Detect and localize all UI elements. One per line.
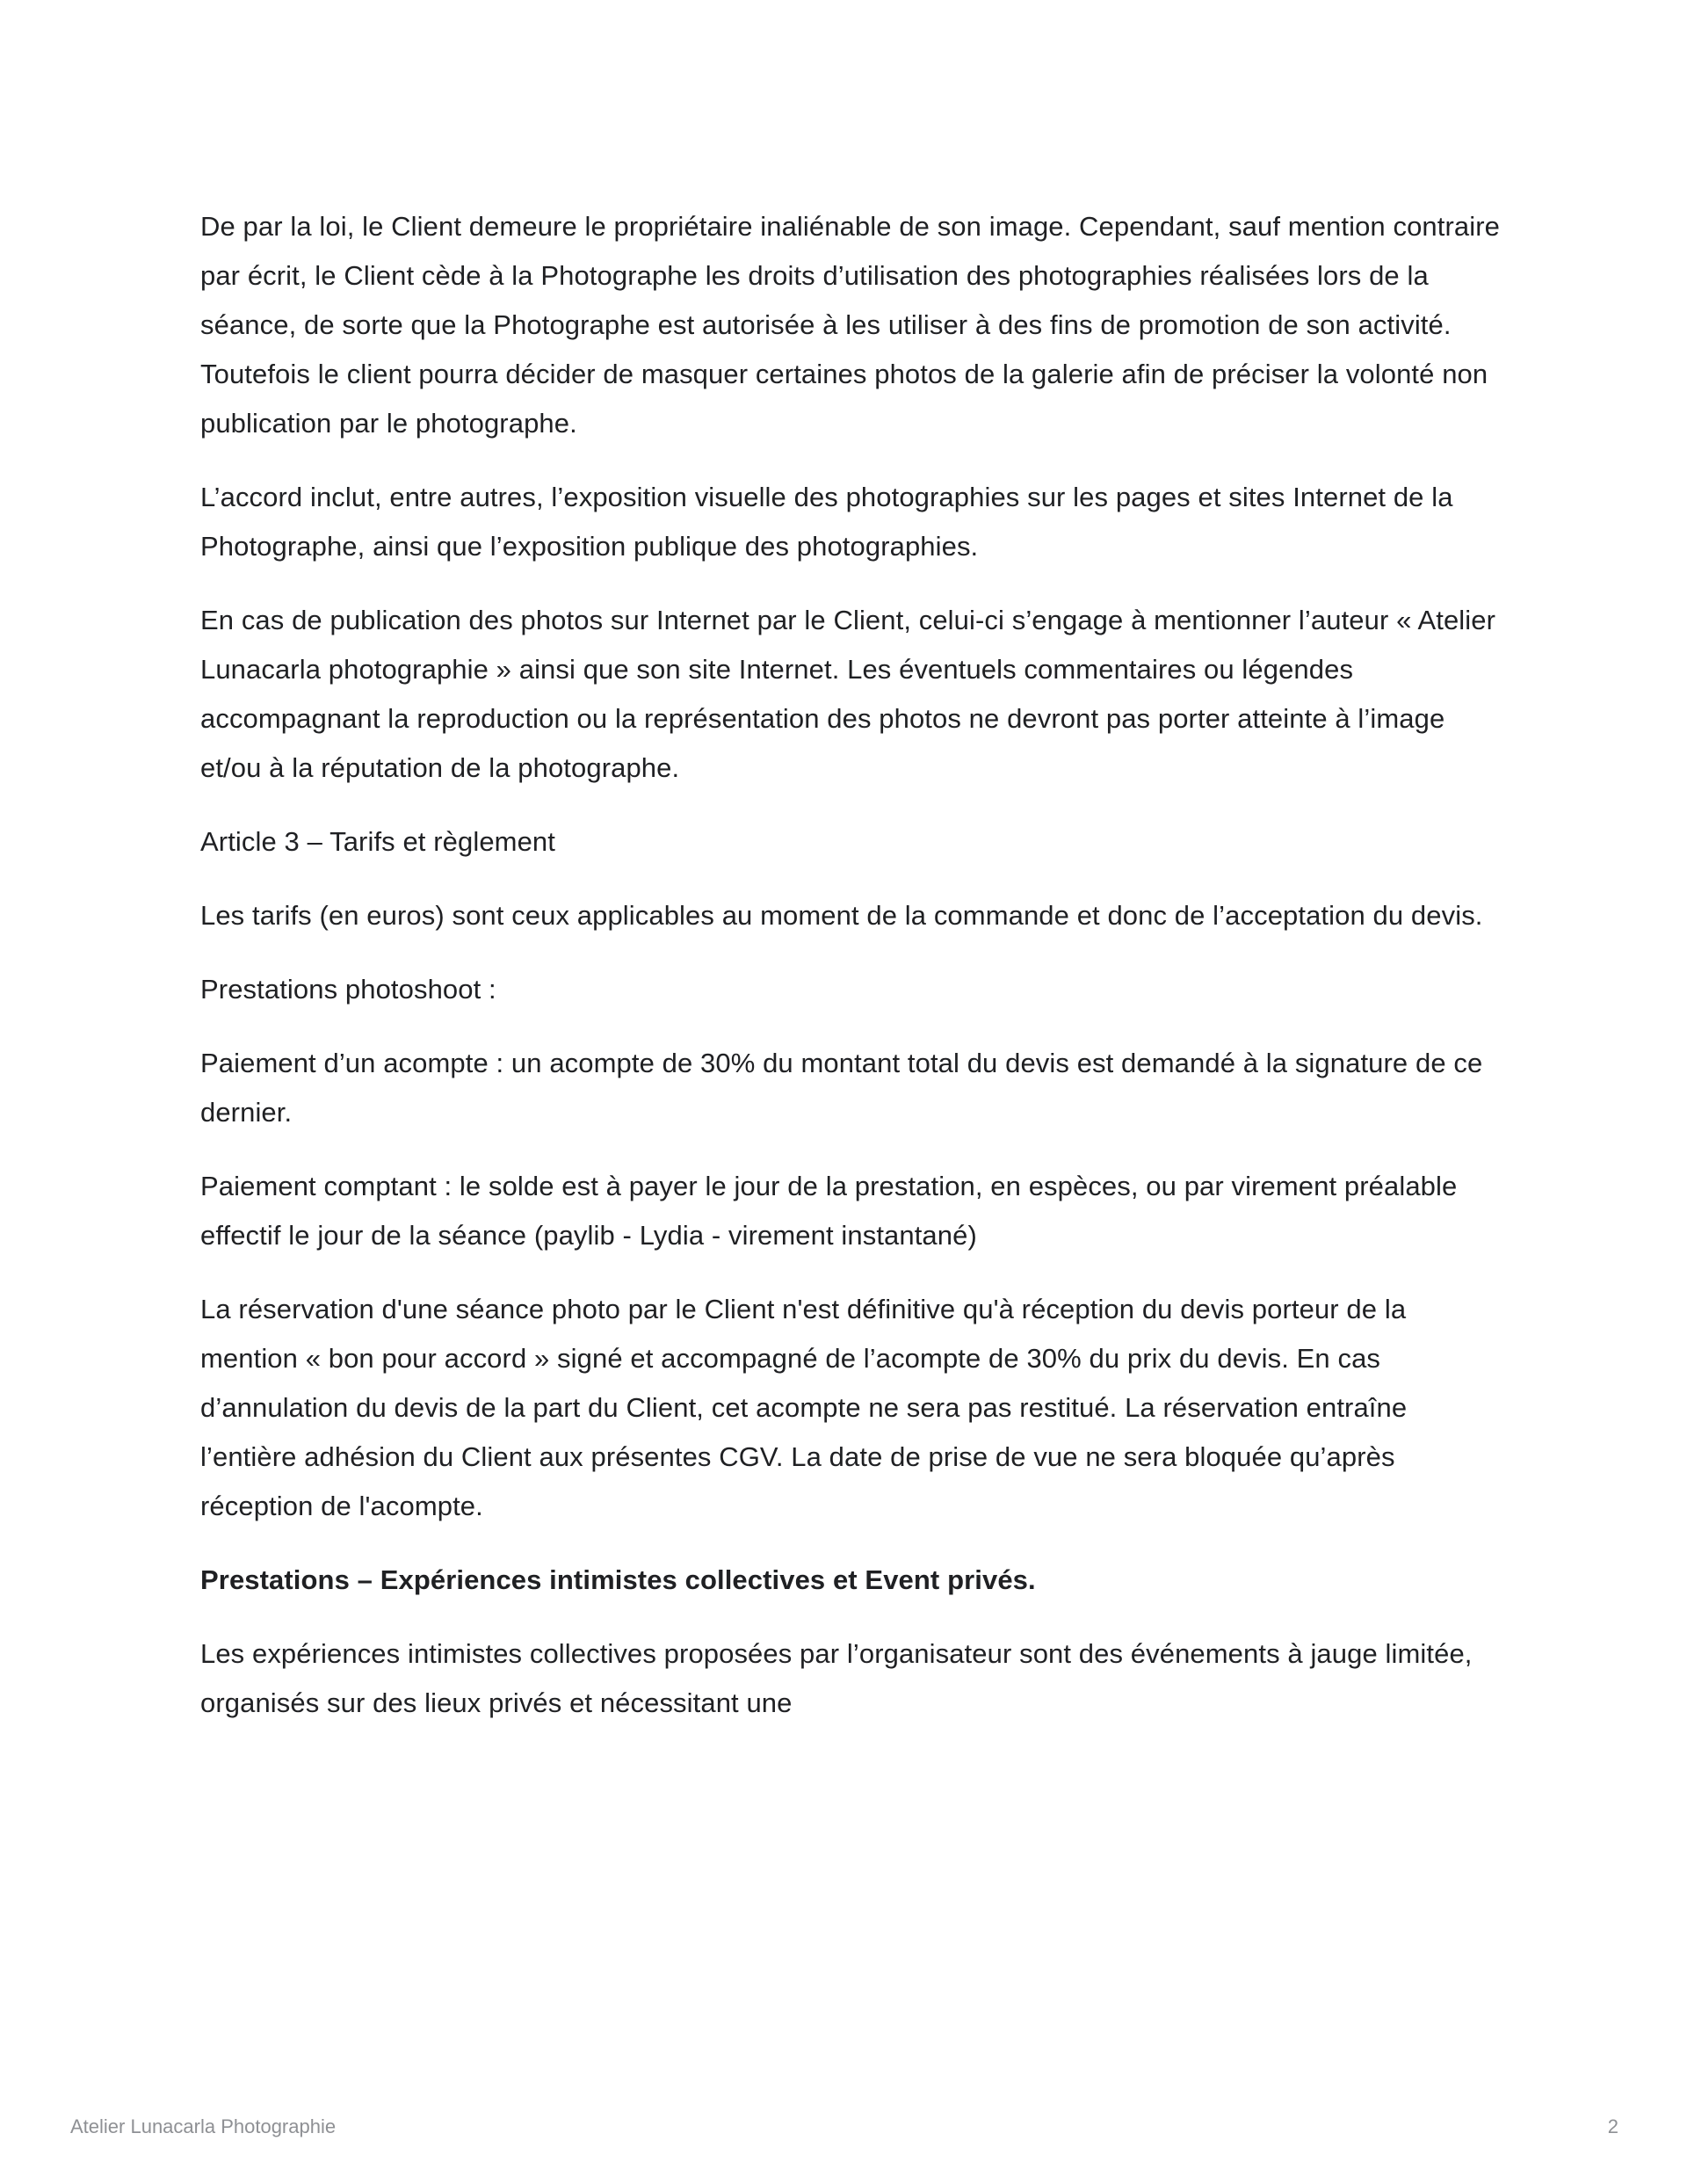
paragraph: Paiement d’un acompte : un acompte de 30% du montant total du devis est demandé à la signature de ce dernier. (200, 1048, 1483, 1128)
paragraph: De par la loi, le Client demeure le propriétaire inaliénable de son image. Cependant, sauf mention contraire par écrit, le Client cède à la Photographe les droits d’utilisation des photographies réalisées lors de la séance, de sorte que la Photographe est autorisée à les utiliser à des fins de promotion de son activité. Toutefois le client pourra décider de masquer certaines photos de la galerie afin de préciser la volonté non publication par le photographe. (200, 211, 1500, 439)
section-heading-article-3: Article 3 – Tarifs et règlement (200, 826, 555, 857)
paragraph: La réservation d'une séance photo par le Client n'est définitive qu'à réception du devis porteur de la mention « bon pour accord » signé et accompagné de l’acompte de 30% du prix du devis. En cas d’annulation du devis de la part du Client, cet acompte ne sera pas restitué. La réservation entraîne l’entière adhésion du Client aux présentes CGV. La date de prise de vue ne sera bloquée qu’après réception de l'acompte. (200, 1294, 1408, 1521)
paragraph: Prestations photoshoot : (200, 974, 496, 1005)
paragraph: L’accord inclut, entre autres, l’exposition visuelle des photographies sur les pages et sites Internet de la Photographe, ainsi que l’exposition publique des photographies. (200, 482, 1453, 562)
document-content (200, 202, 1501, 1752)
page-number: 2 (1607, 2115, 1618, 2137)
paragraph: En cas de publication des photos sur Internet par le Client, celui-ci s’engage à mentionner l’auteur « Atelier Lunacarla photographie » ainsi que son site Internet. Les éventuels commentaires ou légendes accompagnant la reproduction ou la représentation des photos ne devront pas porter atteinte à l’image et/ou à la réputation de la photographe. (200, 605, 1496, 783)
footer-document-title: Atelier Lunacarla Photographie (70, 2115, 337, 2137)
section-heading-prestations: Prestations – Expériences intimistes collectives et Event privés. (200, 1564, 1036, 1595)
paragraph: Paiement comptant : le solde est à payer le jour de la prestation, en espèces, ou par virement préalable effectif le jour de la séance (paylib - Lydia - virement instantané) (200, 1171, 1458, 1251)
paragraph: Les expériences intimistes collectives proposées par l’organisateur sont des événements à jauge limitée, organisés sur des lieux privés et nécessitant une (200, 1638, 1473, 1718)
page-footer (70, 2115, 1618, 2138)
paragraph: Les tarifs (en euros) sont ceux applicables au moment de la commande et donc de l’acceptation du devis. (200, 900, 1483, 931)
